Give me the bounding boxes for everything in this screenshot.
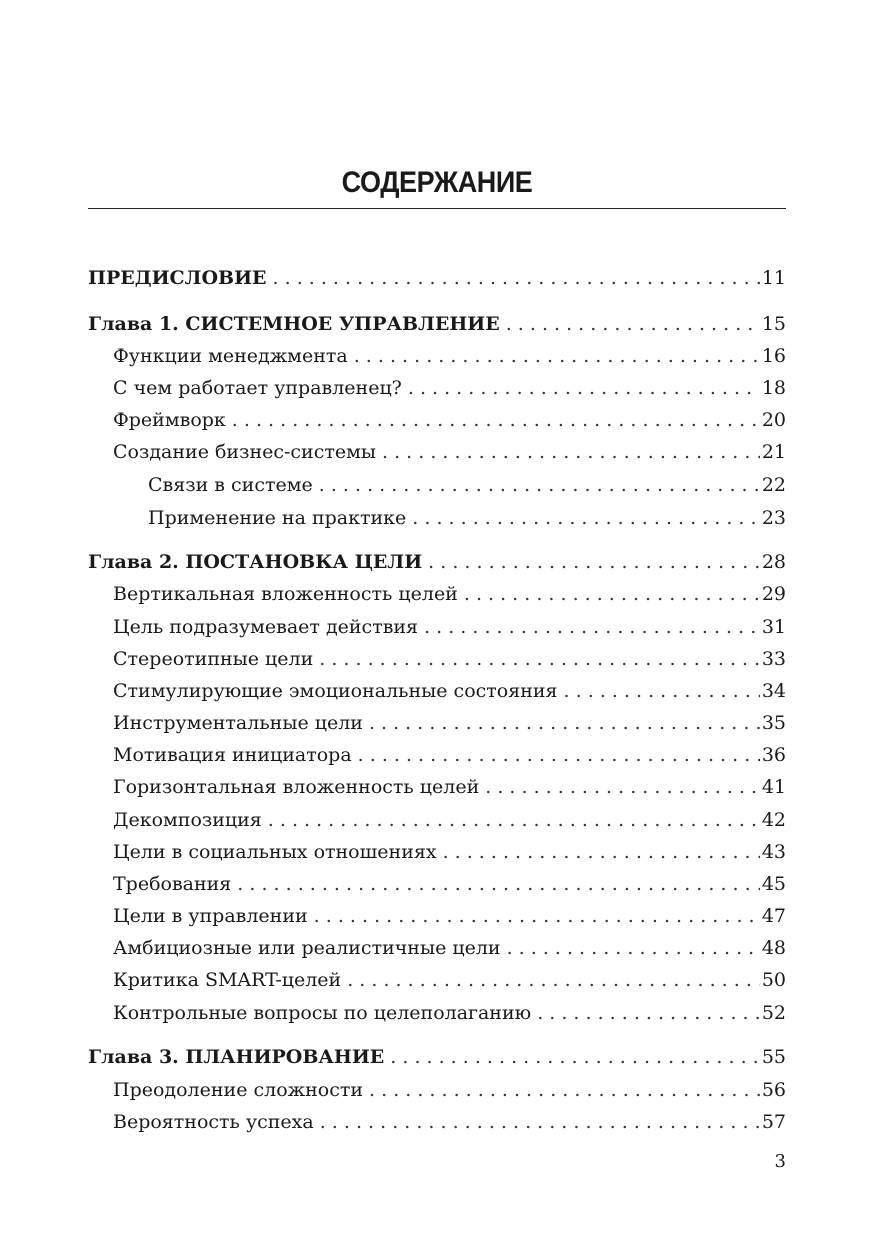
toc-entry bbox=[113, 743, 786, 767]
toc-entry-page: 11 bbox=[761, 267, 786, 289]
toc-dot-leader bbox=[424, 615, 760, 639]
toc-dot-leader bbox=[358, 743, 760, 767]
toc-entry-page: 29 bbox=[761, 583, 786, 605]
toc-entry-page: 15 bbox=[761, 313, 786, 335]
toc-dot-leader bbox=[564, 679, 760, 703]
toc-dot-leader bbox=[506, 312, 760, 336]
toc-entry bbox=[113, 840, 786, 864]
toc-dot-leader bbox=[412, 506, 760, 530]
toc-entry bbox=[113, 679, 786, 703]
toc-entry-page: 22 bbox=[761, 474, 786, 496]
toc-entry bbox=[113, 344, 786, 368]
toc-dot-leader bbox=[273, 266, 760, 290]
toc-entry-title: Инструментальные цели bbox=[113, 712, 363, 734]
toc-entry bbox=[113, 775, 786, 799]
toc-entry-page: 56 bbox=[761, 1079, 786, 1101]
toc-entry bbox=[113, 968, 786, 992]
toc-entry-page: 35 bbox=[761, 712, 786, 734]
toc-dot-leader bbox=[428, 550, 760, 574]
toc-entry bbox=[113, 808, 786, 832]
toc-entry-title: Глава 3. ПЛАНИРОВАНИЕ bbox=[88, 1046, 385, 1068]
page-title: СОДЕРЖАНИЕ bbox=[341, 166, 533, 199]
toc-entry-page: 33 bbox=[761, 648, 786, 670]
toc-entry-title: Мотивация инициатора bbox=[113, 744, 352, 766]
toc-entry-title: Стереотипные цели bbox=[113, 648, 314, 670]
toc-entry-page: 23 bbox=[761, 507, 786, 529]
toc-entry-page: 41 bbox=[761, 776, 786, 798]
toc-dot-leader bbox=[319, 647, 760, 671]
toc-entry bbox=[148, 473, 786, 497]
toc-dot-leader bbox=[354, 344, 760, 368]
toc-entry bbox=[113, 582, 786, 606]
toc-entry-page: 28 bbox=[761, 551, 786, 573]
toc-entry bbox=[113, 904, 786, 928]
toc-dot-leader bbox=[408, 376, 760, 400]
toc-dot-leader bbox=[268, 808, 760, 832]
toc-entry-title: С чем работает управленец? bbox=[113, 377, 402, 399]
toc-entry-page: 50 bbox=[761, 969, 786, 991]
toc-entry-page: 57 bbox=[761, 1111, 786, 1133]
toc-entry-title: Связи в системе bbox=[148, 474, 313, 496]
toc-entry-title: Критика SMART-целей bbox=[113, 969, 342, 991]
toc-entry-page: 36 bbox=[761, 744, 786, 766]
toc-entry bbox=[113, 1078, 786, 1102]
toc-entry-page: 45 bbox=[761, 873, 786, 895]
toc-dot-leader bbox=[382, 440, 760, 464]
toc-dot-leader bbox=[507, 936, 760, 960]
toc-entry bbox=[113, 376, 786, 400]
toc-chapter bbox=[88, 266, 786, 290]
toc-entry bbox=[113, 408, 786, 432]
toc-entry-page: 55 bbox=[761, 1046, 786, 1068]
toc-entry-title: Декомпозиция bbox=[113, 809, 262, 831]
toc-entry bbox=[113, 872, 786, 896]
toc-dot-leader bbox=[537, 1001, 760, 1025]
toc-entry-page: 18 bbox=[761, 377, 786, 399]
page-number: 3 bbox=[774, 1151, 786, 1172]
toc-entry bbox=[113, 1001, 786, 1025]
toc-entry bbox=[113, 936, 786, 960]
toc-chapter bbox=[88, 312, 786, 336]
toc-entry bbox=[113, 440, 786, 464]
toc-dot-leader bbox=[347, 968, 760, 992]
toc-dot-leader bbox=[369, 1078, 760, 1102]
toc-entry-title: Глава 1. СИСТЕМНОЕ УПРАВЛЕНИЕ bbox=[88, 313, 500, 335]
toc-entry-page: 16 bbox=[761, 345, 786, 367]
toc-entry-title: Цели в социальных отношениях bbox=[113, 841, 437, 863]
toc-entry-page: 31 bbox=[761, 616, 786, 638]
toc-entry-page: 48 bbox=[761, 937, 786, 959]
toc-entry-title: Требования bbox=[113, 873, 232, 895]
toc-chapter bbox=[88, 550, 786, 574]
toc-dot-leader bbox=[464, 582, 760, 606]
toc-entry-title: Создание бизнес-системы bbox=[113, 441, 377, 463]
toc-entry-title: Стимулирующие эмоциональные состояния bbox=[113, 680, 558, 702]
toc-entry bbox=[113, 711, 786, 735]
toc-entry-title: Амбициозные или реалистичные цели bbox=[113, 937, 501, 959]
toc-dot-leader bbox=[320, 1110, 760, 1134]
toc-entry bbox=[113, 615, 786, 639]
toc-entry-title: Контрольные вопросы по целеполаганию bbox=[113, 1002, 532, 1024]
toc-entry bbox=[113, 647, 786, 671]
toc-chapter bbox=[88, 1045, 786, 1069]
toc-dot-leader bbox=[390, 1045, 760, 1069]
toc-entry-page: 20 bbox=[761, 409, 786, 431]
toc-entry-page: 21 bbox=[761, 441, 786, 463]
toc-dot-leader bbox=[237, 872, 760, 896]
toc-dot-leader bbox=[319, 473, 760, 497]
toc-entry-title: Горизонтальная вложенность целей bbox=[113, 776, 480, 798]
toc-entry-title: Глава 2. ПОСТАНОВКА ЦЕЛИ bbox=[88, 551, 423, 573]
toc-entry-title: Вертикальная вложенность целей bbox=[113, 583, 458, 605]
toc-entry bbox=[113, 1110, 786, 1134]
toc-dot-leader bbox=[485, 775, 760, 799]
toc-entry-title: Вероятность успеха bbox=[113, 1111, 314, 1133]
toc-dot-leader bbox=[443, 840, 760, 864]
title-divider bbox=[88, 208, 786, 209]
toc-dot-leader bbox=[232, 408, 760, 432]
toc-entry-title: Преодоление сложности bbox=[113, 1079, 364, 1101]
toc-entry-page: 43 bbox=[761, 841, 786, 863]
toc-entry-page: 52 bbox=[761, 1002, 786, 1024]
toc-dot-leader bbox=[314, 904, 760, 928]
toc-entry-title: ПРЕДИСЛОВИЕ bbox=[88, 267, 267, 289]
toc-entry-page: 42 bbox=[761, 809, 786, 831]
toc-entry-title: Цель подразумевает действия bbox=[113, 616, 419, 638]
toc-dot-leader bbox=[369, 711, 760, 735]
toc-entry-title: Цели в управлении bbox=[113, 905, 308, 927]
toc-entry-title: Применение на практике bbox=[148, 507, 407, 529]
toc-entry-page: 34 bbox=[761, 680, 786, 702]
toc-entry-title: Фреймворк bbox=[113, 409, 226, 431]
toc-entry bbox=[148, 506, 786, 530]
toc-entry-title: Функции менеджмента bbox=[113, 345, 348, 367]
toc-entry-page: 47 bbox=[761, 905, 786, 927]
